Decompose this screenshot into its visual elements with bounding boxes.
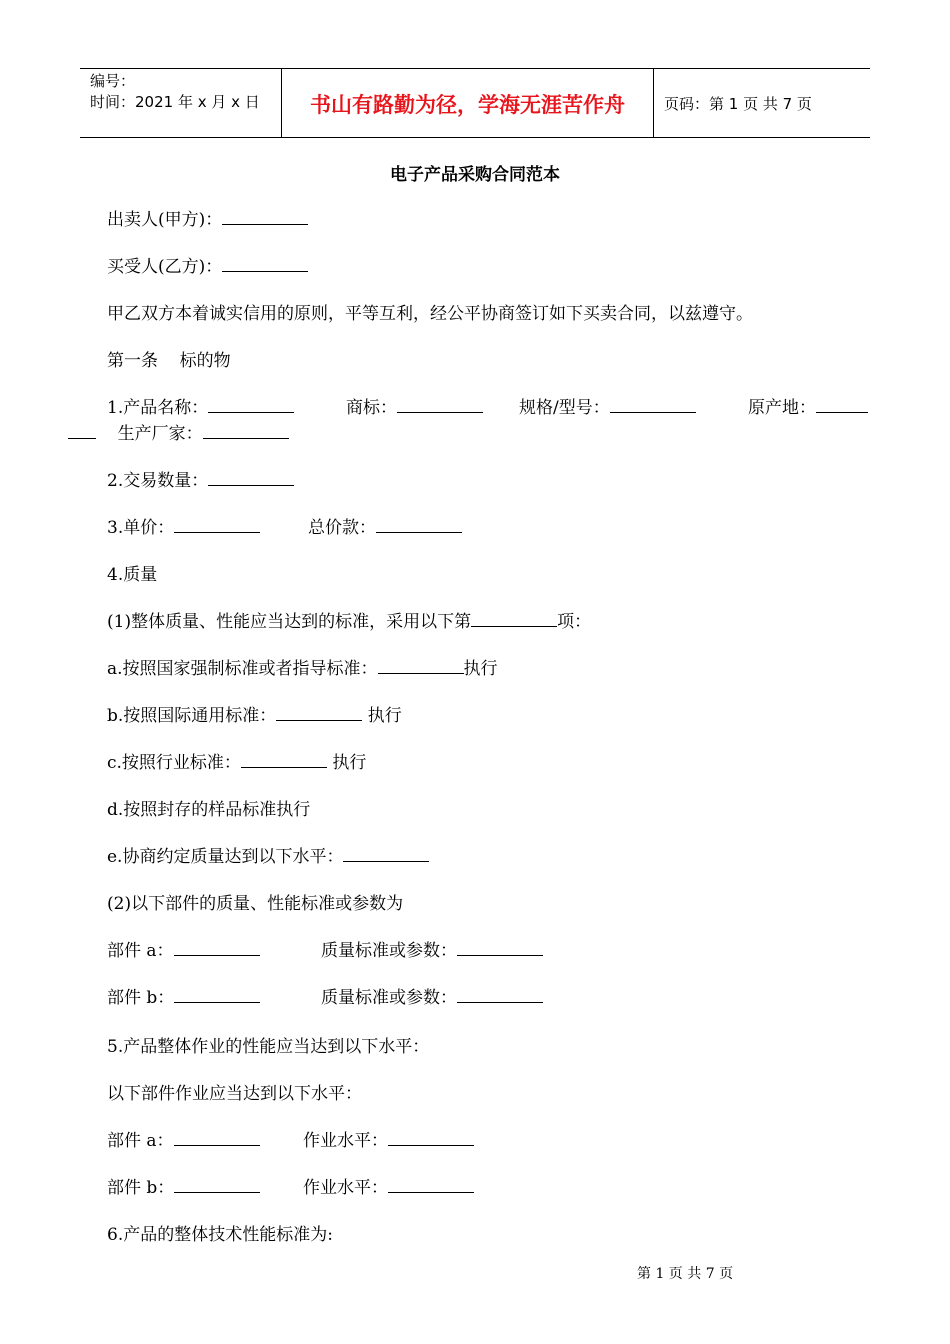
work-level-a-blank [388,1129,474,1146]
buyer-label: 买受人(乙方)： [107,257,223,277]
item5-sub-line: 以下部件作业应当达到以下水平： [107,1084,362,1104]
quality-1-suffix: 项： [557,612,592,632]
part-a-blank [174,939,260,956]
item1-line [107,395,294,421]
item5-line: 5.产品整体作业的性能应当达到以下水平： [107,1037,430,1057]
unit-price-blank [174,516,260,533]
article-1-heading: 第一条 标的物 [107,351,231,371]
part-b-blank [174,986,260,1003]
quality-b-text: b.按照国际通用标准： [107,706,277,726]
part-b-quality-field [321,985,543,1011]
quality-e-blank [343,845,429,862]
unit-price-label: 3.单价： [107,518,175,538]
item1-cont [68,421,289,447]
intro-paragraph: 甲乙双方本着诚实信用的原则，平等互利，经公平协商签订如下买卖合同，以兹遵守。 [107,304,753,324]
work-part-b-blank [174,1176,260,1193]
part-a-line [107,938,260,964]
part-a-quality-field [321,938,543,964]
brand-blank [397,396,483,413]
work-level-b-blank [388,1176,474,1193]
origin-blank [816,396,868,413]
page-footer: 第 1 页 共 7 页 [637,1266,734,1282]
total-price-label: 总价款： [308,518,376,538]
part-b-quality-blank [457,986,543,1003]
total-price-blank [376,516,462,533]
item3-line [107,515,260,541]
buyer-line [107,254,308,280]
quantity-label: 2.交易数量： [107,471,209,491]
header-motto: 书山有路勤为径，学海无涯苦作舟 [282,69,654,137]
quality-c-blank [241,751,327,768]
time-label: 时间：2021 年 x 月 x 日 [90,93,260,111]
part-a-quality-blank [457,939,543,956]
number-label: 编号： [90,72,136,90]
quantity-blank [208,469,294,486]
part-b-line [107,985,260,1011]
work-part-b-label: 部件 b： [107,1178,175,1198]
seller-blank [222,208,308,225]
maker-blank [203,422,289,439]
origin-label: 原产地： [748,398,816,418]
quality-e-line [107,844,429,870]
product-name-blank [208,396,294,413]
work-level-b-field [303,1175,474,1201]
maker-label: 生产厂家： [117,424,203,444]
item4-heading: 4.质量 [107,565,158,585]
header-meta [80,69,282,137]
part-a-label: 部件 a： [107,941,174,961]
work-part-a-blank [174,1129,260,1146]
part-b-label: 部件 b： [107,988,175,1008]
origin-blank-cont [68,422,96,439]
quality-a-suffix: 执行 [463,659,498,679]
brand-label: 商标： [346,398,397,418]
brand-field [346,395,483,421]
total-price-field [308,515,462,541]
seller-line [107,207,308,233]
quality-b-line [107,703,402,729]
quality-b-suffix: 执行 [362,706,402,726]
seller-label: 出卖人(甲方)： [107,210,223,230]
work-part-b-line [107,1175,260,1201]
header-page-info: 页码：第 1 页 共 7 页 [664,94,812,113]
quality-1-line [107,609,591,635]
document-header [80,68,870,138]
quality-c-text: c.按照行业标准： [107,753,241,773]
quality-1-blank [471,610,557,627]
spec-field [519,395,696,421]
work-level-b-label: 作业水平： [303,1178,388,1198]
quality-c-line [107,750,366,776]
product-name-label: 1.产品名称： [107,398,209,418]
quality-d-line: d.按照封存的样品标准执行 [107,800,311,820]
item6-line: 6.产品的整体技术性能标准为: [107,1225,333,1245]
spec-label: 规格/型号： [519,398,610,418]
quality-a-line [107,656,498,682]
document-title: 电子产品采购合同范本 [390,165,560,185]
buyer-blank [222,255,308,272]
quality-a-text: a.按照国家强制标准或者指导标准： [107,659,378,679]
origin-field [748,395,868,421]
part-a-quality-label: 质量标准或参数： [321,941,457,961]
part-b-quality-label: 质量标准或参数： [321,988,457,1008]
quality-2-line: (2)以下部件的质量、性能标准或参数为 [107,894,404,914]
quality-e-text: e.协商约定质量达到以下水平： [107,847,344,867]
work-level-a-field [303,1128,474,1154]
work-level-a-label: 作业水平： [303,1131,388,1151]
quality-a-blank [378,657,464,674]
quality-b-blank [276,704,362,721]
item2-line [107,468,294,494]
work-part-a-label: 部件 a： [107,1131,174,1151]
quality-1-text: (1)整体质量、性能应当达到的标准，采用以下第 [107,612,472,632]
work-part-a-line [107,1128,260,1154]
spec-blank [610,396,696,413]
quality-c-suffix: 执行 [326,753,367,773]
